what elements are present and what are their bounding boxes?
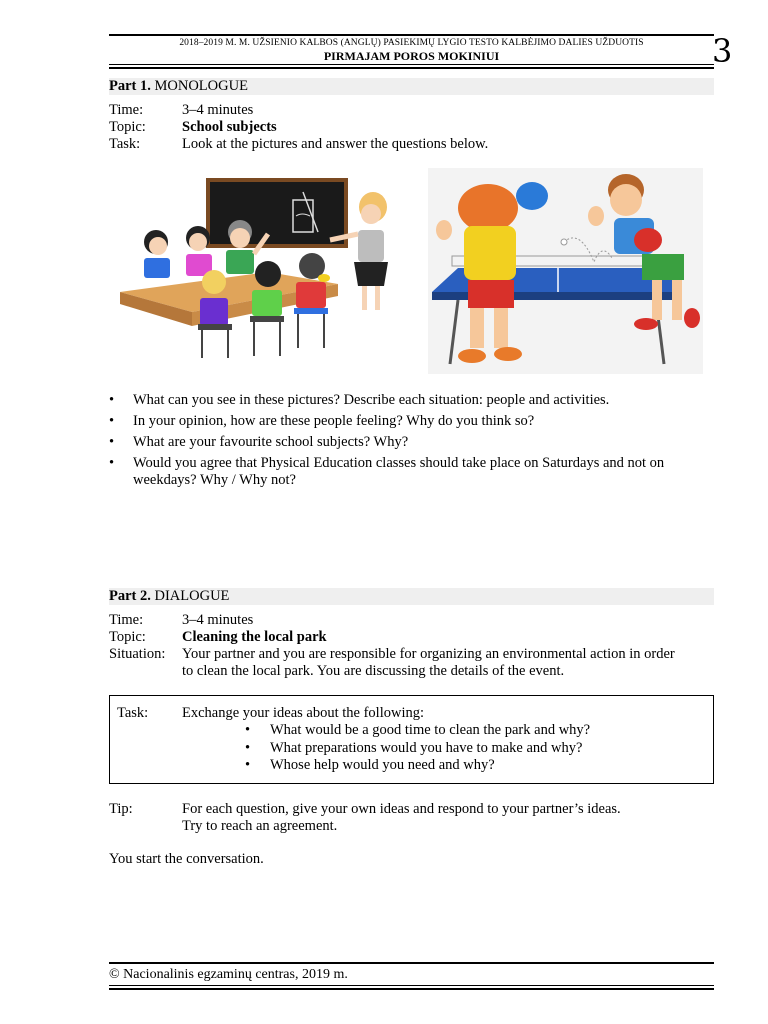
header-rule-bottom	[109, 67, 714, 69]
part1-heading-bold: Part 1.	[109, 78, 151, 94]
header-subtitle: 2018–2019 M. M. UŽSIENIO KALBOS (ANGLŲ) PASIEKIMŲ LYGIO TESTO KALBĖJIMO DALIES UŽDUOTIS	[179, 38, 644, 48]
part2-time-value: 3–4 minutes	[182, 612, 254, 628]
part2-time-label: Time:	[109, 612, 144, 628]
part2-task-label: Task:	[117, 705, 149, 721]
part1-heading	[109, 78, 714, 95]
task-item: • What would be a good time to clean the park and why?	[245, 722, 590, 740]
part1-topic-label: Topic:	[109, 119, 146, 135]
part1-time-value: 3–4 minutes	[182, 102, 254, 118]
part2-heading-rest: DIALOGUE	[150, 588, 230, 604]
part1-time-label: Time:	[109, 102, 144, 118]
part2-topic-value: Cleaning the local park	[182, 629, 327, 645]
footer-rule-bottom	[109, 988, 714, 990]
part2-situation-label: Situation:	[109, 646, 166, 662]
part1-question: • Would you agree that Physical Education classes should take place on Saturdays and not on weekdays? Why / Why not?	[109, 455, 714, 489]
part1-question: • In your opinion, how are these people feeling? Why do you think so?	[109, 413, 714, 430]
classroom-illustration	[118, 172, 400, 368]
part1-task-value: Look at the pictures and answer the questions below.	[182, 136, 489, 152]
part2-tip-line1: For each question, give your own ideas and respond to your partner’s ideas.	[182, 801, 621, 817]
part2-start-note: You start the conversation.	[109, 851, 264, 867]
part1-task-label: Task:	[109, 136, 141, 152]
page-number: 3	[712, 32, 733, 70]
part2-heading-bold: Part 2.	[109, 588, 151, 604]
part2-tip-line2: Try to reach an agreement.	[182, 818, 338, 834]
part2-situation-line2: to clean the local park. You are discussing the details of the event.	[182, 663, 565, 679]
footer-rule-top	[109, 962, 714, 964]
part1-question: • What are your favourite school subjects? Why?	[109, 434, 714, 451]
part2-task-intro: Exchange your ideas about the following:	[182, 705, 425, 721]
task-item-list	[245, 722, 590, 775]
part2-topic-label: Topic:	[109, 629, 146, 645]
part1-heading-rest: MONOLOGUE	[150, 78, 248, 94]
footer-copyright: © Nacionalinis egzaminų centras, 2019 m.	[109, 967, 348, 982]
header-title: PIRMAJAM POROS MOKINIUI	[323, 49, 500, 63]
part1-question: • What can you see in these pictures? Describe each situation: people and activities.	[109, 392, 714, 409]
part2-tip-label: Tip:	[109, 801, 133, 817]
task-item: • Whose help would you need and why?	[245, 757, 590, 775]
part1-topic-value: School subjects	[182, 119, 277, 135]
header-rule-top	[109, 34, 714, 36]
header-rule-mid	[109, 64, 714, 65]
part2-situation-line1: Your partner and you are responsible for organizing an environmental action in order	[182, 646, 675, 662]
part1-question-list	[109, 392, 714, 493]
task-item: • What preparations would you have to make and why?	[245, 740, 590, 758]
part2-heading	[109, 588, 714, 605]
table-tennis-illustration	[428, 168, 703, 374]
footer-rule-mid	[109, 985, 714, 986]
